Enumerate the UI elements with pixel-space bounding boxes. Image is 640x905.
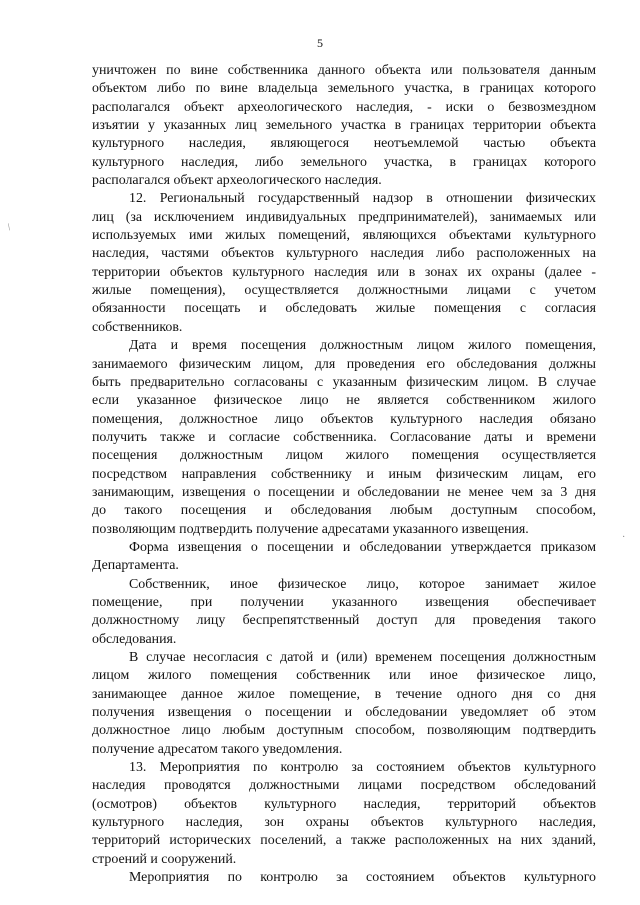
page-number: 5 — [317, 36, 323, 50]
paragraph-line: наследия, частями объектов культурного наследия либо расположенных на — [92, 246, 596, 262]
paragraph — [92, 649, 596, 759]
paragraph-line: посредством направления собственнику и иным физическим лицам, его — [92, 466, 596, 482]
paragraph-line: получить также и согласие собственника. Согласование даты и времени — [92, 429, 596, 445]
document-body — [92, 62, 596, 887]
paragraph — [92, 759, 596, 869]
paragraph — [92, 869, 596, 887]
paragraph-line: занимаемого физическим лицом, для проведения его обследования должны — [92, 356, 596, 372]
paragraph-line: лиц (за исключением индивидуальных предпринимателей), занимаемых или — [92, 209, 596, 225]
paragraph-line: Дата и время посещения должностным лицом жилого помещения, — [129, 338, 596, 354]
paragraph — [92, 190, 596, 337]
paragraph-line: посещения должностным лицом жилого помещения осуществляется — [92, 448, 596, 464]
paragraph-line: изъятии у указанных лиц земельного участка в границах территории объекта — [92, 118, 596, 134]
paragraph-line: жилые помещения), осуществляется должностными лицами с учетом — [92, 283, 596, 299]
paragraph-line: располагался объект археологического наследия. — [92, 173, 382, 189]
paragraph-line: получения извещения о посещении и обследовании уведомляет об этом — [92, 705, 596, 721]
paragraph-line: В случае несогласия с датой и (или) временем посещения должностным — [129, 650, 596, 665]
paragraph-line: получение адресатом такого уведомления. — [92, 741, 343, 757]
paragraph-line: уничтожен по вине собственника данного объекта или пользователя данным — [92, 63, 596, 78]
paragraph-line: Форма извещения о посещении и обследовании утверждается приказом — [129, 539, 596, 555]
paragraph-line: должностное лицо любым доступным способом, позволяющим подтвердить — [92, 723, 596, 739]
paragraph-line: территории объектов культурного наследия или в зонах их охраны (далее - — [92, 264, 596, 280]
paragraph-line: лицом жилого помещения собственник или иное физическое лицо, — [92, 668, 596, 684]
paragraph-line: до такого посещения и обследования любым доступным способом, — [92, 503, 596, 519]
paragraph-line: позволяющим подтвердить получение адресатами указанного извещения. — [92, 521, 529, 537]
paragraph-line: 13. Мероприятия по контролю за состоянием объектов культурного — [129, 760, 596, 776]
paragraph — [92, 576, 596, 649]
paragraph-line: помещение, при получении указанного извещения обеспечивает — [92, 594, 596, 610]
paragraph-line: занимающее данное жилое помещение, в течение одного дня со дня — [92, 686, 596, 702]
paragraph-line: культурного наследия, зон охраны объектов культурного наследия, — [92, 815, 596, 831]
paragraph-line: обследования. — [92, 631, 177, 647]
paragraph-line: используемых ими жилых помещений, являющихся объектами культурного — [92, 228, 596, 244]
paragraph-line: (осмотров) объектов культурного наследия, территорий объектов — [92, 796, 596, 812]
paragraph-line: если указанное физическое лицо не является собственником жилого — [92, 393, 596, 409]
paragraph-line: Собственник, иное физическое лицо, которое занимает жилое — [129, 576, 596, 592]
paragraph-line: территорий исторических поселений, а также расположенных на них зданий, — [92, 833, 596, 849]
paragraph-line: строений и сооружений. — [92, 851, 237, 867]
paragraph-line: Мероприятия по контролю за состоянием объектов культурного — [129, 870, 596, 886]
paragraph — [92, 337, 596, 539]
paragraph-line: культурного наследия, либо земельного участка, в границах которого — [92, 154, 596, 170]
paragraph-line: культурного наследия, являющегося неотъемлемой частью объекта — [92, 136, 596, 152]
paragraph-line: 12. Региональный государственный надзор в отношении физических — [129, 191, 596, 207]
paragraph-line: собственников. — [92, 319, 183, 335]
scan-artifact-mark: / — [5, 222, 14, 233]
paragraph-line: помещения, должностное лицо объектов культурного наследия обязано — [92, 411, 596, 427]
scan-artifact-dot: · — [622, 532, 626, 543]
paragraph — [92, 62, 596, 190]
paragraph — [92, 539, 596, 576]
paragraph-line: быть предварительно согласованы с указанным физическим лицом. В случае — [92, 374, 596, 390]
paragraph-line: занимающим, извещения о посещении и обследовании не менее чем за 3 дня — [92, 484, 596, 500]
paragraph-line: объектом либо по вине владельца земельного участка, в границах которого — [92, 81, 596, 97]
paragraph-line: располагался объект археологического наследия, - иски о безвозмездном — [92, 99, 596, 115]
paragraph-line: должностному лицу беспрепятственный доступ для проведения такого — [92, 613, 596, 629]
paragraph-line: обязанности посещать и обследовать жилые помещения с согласия — [92, 301, 596, 317]
paragraph-line: Департамента. — [92, 558, 179, 574]
paragraph-line: наследия проводятся должностными лицами посредством обследований — [92, 778, 596, 794]
